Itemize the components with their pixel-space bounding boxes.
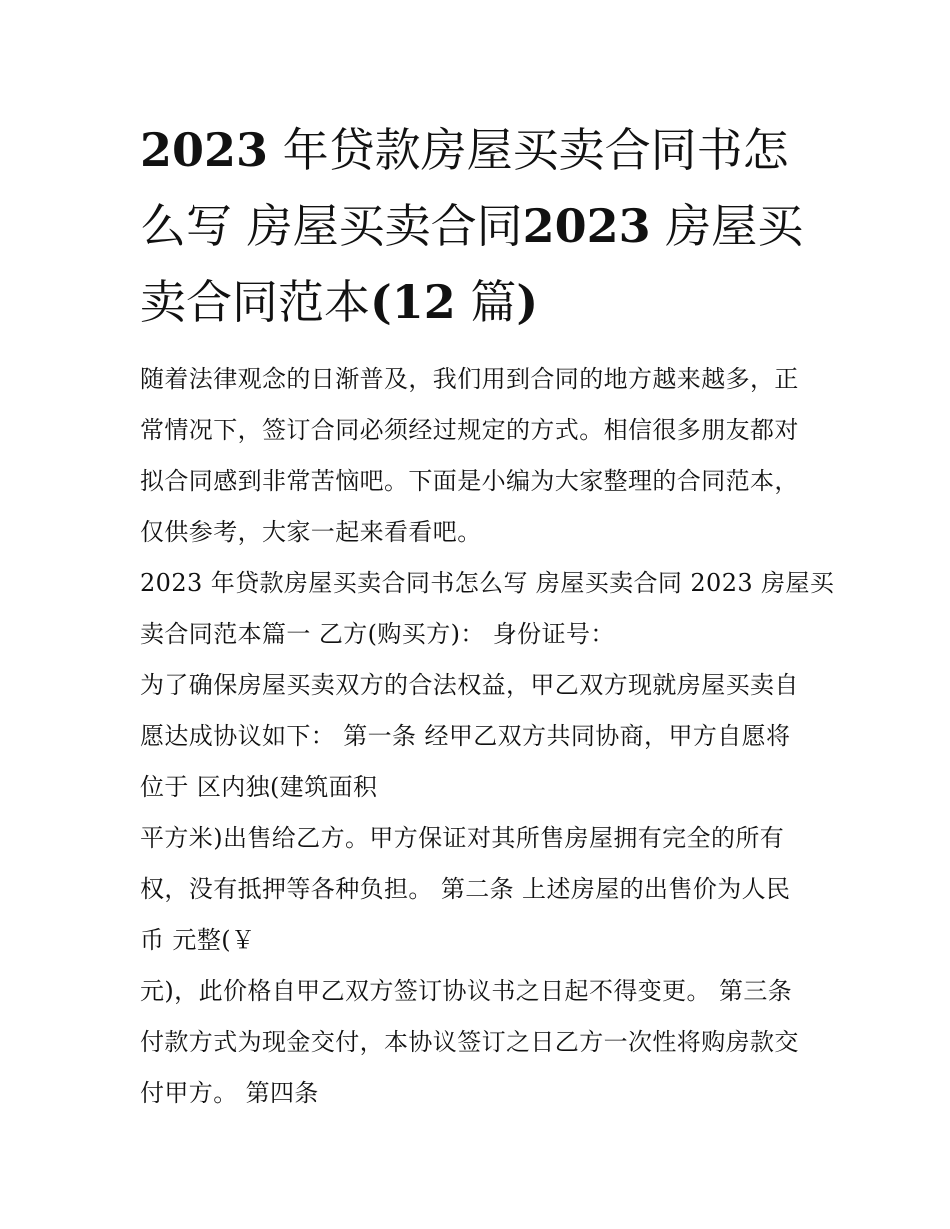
- clause-line: 付款方式为现金交付，本协议签订之日乙方一次性将购房款交: [140, 1028, 799, 1056]
- clause-line: 付甲方。 第四条: [140, 1079, 319, 1107]
- intro-line: 随着法律观念的日渐普及，我们用到合同的地方越来越多，正: [140, 365, 799, 393]
- clause-line: 元)，此价格自甲乙双方签订协议书之日起不得变更。 第三条: [140, 977, 793, 1005]
- clause-three-paragraph: [140, 966, 814, 1119]
- title-count-unit: 篇: [455, 275, 517, 329]
- clause-line: 权，没有抵押等各种负担。 第二条 上述房屋的出售价为人民: [140, 875, 791, 903]
- intro-paragraph: [140, 354, 814, 558]
- title-year-2: 2023: [522, 199, 651, 253]
- intro-line: 常情况下，签订合同必须经过规定的方式。相信很多朋友都对: [140, 416, 799, 444]
- section-line: 2023 年贷款房屋买卖合同书怎么写 房屋买卖合同 2023 房屋买: [140, 569, 835, 597]
- clause-two-paragraph: [140, 813, 814, 966]
- clause-line: 位于 区内独(建筑面积: [140, 773, 378, 801]
- clause-line: 为了确保房屋买卖双方的合法权益，甲乙双方现就房屋买卖自: [140, 671, 799, 699]
- title-count-open: (12: [370, 275, 456, 329]
- intro-line: 仅供参考，大家一起来看看吧。: [140, 518, 482, 546]
- intro-line: 拟合同感到非常苦恼吧。下面是小编为大家整理的合同范本，: [140, 467, 799, 495]
- clause-line: 愿达成协议如下： 第一条 经甲乙双方共同协商，甲方自愿将: [140, 722, 791, 750]
- clause-one-paragraph: [140, 660, 814, 813]
- section-line: 卖合同范本篇一 乙方(购买方)： 身份证号：: [140, 620, 615, 648]
- title-text-2: 房屋买卖合同范本: [140, 199, 804, 329]
- title-count-close: ): [516, 275, 539, 329]
- section-heading-paragraph: [140, 558, 835, 660]
- clause-line: 平方米)出售给乙方。甲方保证对其所售房屋拥有完全的所有: [140, 824, 785, 852]
- clause-line: 币 元整(￥: [140, 926, 256, 954]
- title-text-1: 年贷款房屋买卖合同书怎么写 房屋买卖合同: [140, 123, 789, 253]
- document-body: [140, 354, 835, 1119]
- title-year-1: 2023: [140, 123, 269, 177]
- document-title: [140, 112, 820, 340]
